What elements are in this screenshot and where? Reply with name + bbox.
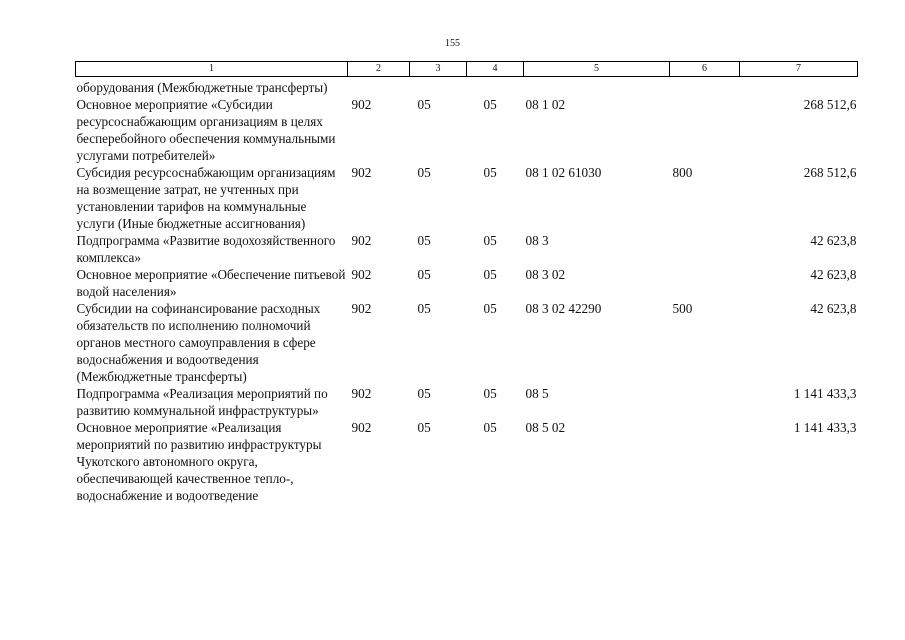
budget-table (75, 61, 858, 504)
table-row (76, 300, 858, 385)
section-code: 05 (417, 97, 431, 112)
column-header: 5 (524, 62, 670, 77)
section-code: 05 (417, 420, 431, 435)
amount: 268 512,6 (803, 165, 857, 180)
expense-type-code (670, 266, 740, 300)
item-name: Основное мероприятие «Реализация мероприятий по развитию инфраструктуры Чукотского автономного округа, обеспечивающей качественное тепло-, водоснабжение и водоотведение (76, 420, 322, 503)
item-name: Субсидии на софинансирование расходных обязательств по исполнению полномочий органов местного самоуправления в сфере водоснабжения и водоотведения (Межбюджетные трансферты) (76, 301, 321, 384)
section-code: 05 (417, 386, 431, 401)
expense-type-code (670, 96, 740, 164)
target-article-code: 08 3 02 (525, 267, 566, 282)
target-article-code: 08 1 02 (525, 97, 566, 112)
section-code: 05 (417, 267, 431, 282)
expense-type-code: 500 (672, 301, 693, 316)
item-name: Подпрограмма «Реализация мероприятий по развитию коммунальной инфраструктуры» (76, 386, 328, 418)
subsection-code: 05 (483, 267, 497, 282)
target-article-code: 08 3 (525, 233, 549, 248)
item-name: Субсидия ресурсоснабжающим организациям на возмещение затрат, не учтенных при установлении тарифов на коммунальные услуги (Иные бюджетные ассигнования) (76, 165, 336, 231)
expense-type-code (670, 419, 740, 504)
target-article-code: 08 5 02 (525, 420, 566, 435)
table-row (76, 419, 858, 504)
table-row (76, 77, 858, 97)
section-code: 05 (417, 165, 431, 180)
ministry-code: 902 (351, 97, 372, 112)
ministry-code: 902 (351, 301, 372, 316)
subsection-code: 05 (483, 420, 497, 435)
target-article-code (524, 77, 670, 97)
expense-type-code: 800 (672, 165, 693, 180)
subsection-code: 05 (483, 386, 497, 401)
amount (740, 77, 858, 97)
section-code: 05 (417, 301, 431, 316)
ministry-code: 902 (351, 420, 372, 435)
table-row (76, 232, 858, 266)
table-row (76, 266, 858, 300)
section-code (410, 77, 467, 97)
column-header: 4 (467, 62, 524, 77)
table-row (76, 164, 858, 232)
item-name: оборудования (Межбюджетные трансферты) (76, 80, 328, 95)
subsection-code (467, 77, 524, 97)
ministry-code (348, 77, 410, 97)
subsection-code: 05 (483, 97, 497, 112)
table-row (76, 385, 858, 419)
amount: 42 623,8 (810, 233, 857, 248)
item-name: Основное мероприятие «Обеспечение питьевой водой населения» (76, 267, 346, 299)
subsection-code: 05 (483, 301, 497, 316)
ministry-code: 902 (351, 233, 372, 248)
section-code: 05 (417, 233, 431, 248)
column-header: 1 (76, 62, 348, 77)
amount: 42 623,8 (810, 301, 857, 316)
amount: 42 623,8 (810, 267, 857, 282)
ministry-code: 902 (351, 386, 372, 401)
item-name: Подпрограмма «Развитие водохозяйственного комплекса» (76, 233, 336, 265)
target-article-code: 08 1 02 61030 (525, 165, 602, 180)
table-header-row (76, 62, 858, 77)
amount: 268 512,6 (803, 97, 857, 112)
target-article-code: 08 3 02 42290 (525, 301, 602, 316)
ministry-code: 902 (351, 267, 372, 282)
column-header: 2 (348, 62, 410, 77)
expense-type-code (670, 385, 740, 419)
subsection-code: 05 (483, 233, 497, 248)
expense-type-code (670, 77, 740, 97)
amount: 1 141 433,3 (793, 420, 857, 435)
table-row (76, 96, 858, 164)
column-header: 6 (670, 62, 740, 77)
target-article-code: 08 5 (525, 386, 549, 401)
column-header: 7 (740, 62, 858, 77)
page-number: 155 (445, 38, 460, 49)
ministry-code: 902 (351, 165, 372, 180)
item-name: Основное мероприятие «Субсидии ресурсоснабжающим организациям в целях бесперебойного обеспечения коммунальными услугами потребителей» (76, 97, 336, 163)
amount: 1 141 433,3 (793, 386, 857, 401)
subsection-code: 05 (483, 165, 497, 180)
column-header: 3 (410, 62, 467, 77)
expense-type-code (670, 232, 740, 266)
